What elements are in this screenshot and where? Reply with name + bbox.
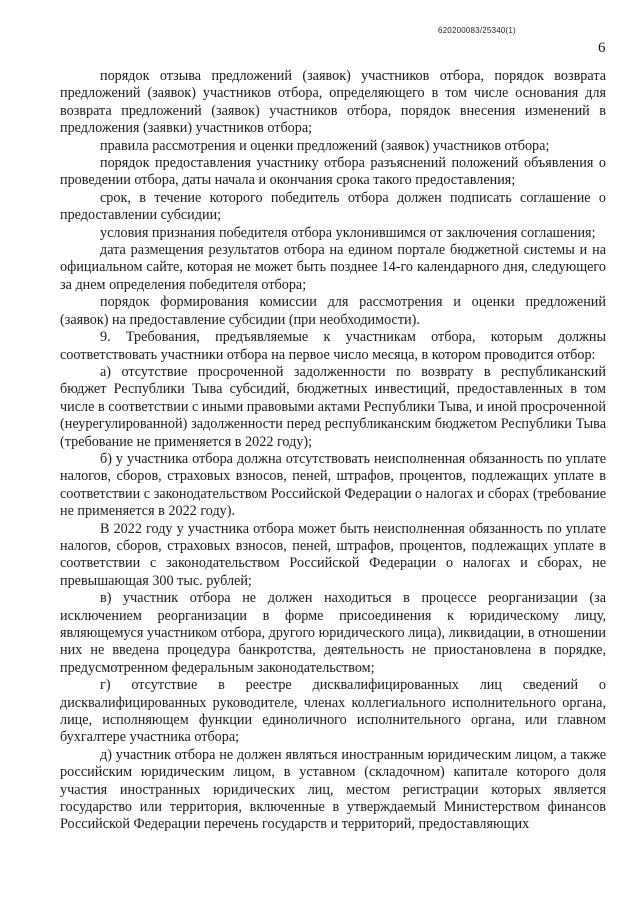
document-id: 620200083/25340(1) [438, 26, 516, 35]
page-number: 6 [598, 40, 606, 56]
paragraph: срок, в течение которого победитель отбора должен подписать соглашение о предоставлении субсидии; [60, 189, 606, 224]
paragraph: правила рассмотрения и оценки предложений (заявок) участников отбора; [100, 137, 550, 154]
paragraph: порядок формирования комиссии для рассмотрения и оценки предложений (заявок) на предоставление субсидии (при необходимости). [60, 294, 606, 328]
paragraph: порядок предоставления участнику отбора разъяснений положений объявления о проведении отбора, даты начала и окончания срока такого предоставления; [60, 155, 606, 189]
document-body [60, 68, 606, 834]
section-9-heading: 9. Требования, предъявляемые к участникам отбора, которым должны соответствовать участники отбора на первое число месяца, в котором проводится отбор: [60, 329, 606, 363]
requirement-a: а) отсутствие просроченной задолженности по возврату в республиканский бюджет Республики Тыва субсидий, бюджетных инвестиций, предоставленных в том числе в соответствии с иными правовыми актами Республики Тыва, и иной просроченной (неурегулированной) задолженности перед республиканским бюджетом Республики Тыва (требование не применяется в 2022 году); [60, 363, 606, 450]
paragraph: условия признания победителя отбора уклонившимся от заключения соглашения; [100, 224, 596, 241]
requirement-g: г) отсутствие в реестре дисквалифицированных лиц сведений о дисквалифицированных руководителе, членах коллегиального исполнительного органа, лице, исполняющем функции единоличного исполнительного органа, или главном бухгалтере участника отбора; [60, 677, 606, 746]
paragraph: В 2022 году у участника отбора может быть неисполненная обязанность по уплате налогов, сборов, страховых взносов, пеней, штрафов, процентов, подлежащих уплате в соответствии с законодательством Российской Федерации о налогах и сборах, не превышающая 300 тыс. рублей; [60, 520, 606, 589]
requirement-b: б) у участника отбора должна отсутствовать неисполненная обязанность по уплате налогов, сборов, страховых взносов, пеней, штрафов, процентов, подлежащих уплате в соответствии с законодательством Российской Федерации о налогах и сборах (требование не применяется в 2022 году). [60, 450, 606, 520]
requirement-d: д) участник отбора не должен являться иностранным юридическим лицом, а также российским юридическим лицом, в уставном (складочном) капитале которого доля участия иностранных юридических лиц, местом регистрации которых является государство или территория, включенные в утверждаемый Министерством финансов Российской Федерации перечень государств и территорий, предоставляющих [60, 746, 606, 833]
requirement-v: в) участник отбора не должен находиться в процессе реорганизации (за исключением реорганизации в форме присоединения к юридическому лицу, являющемуся участником отбора, другого юридического лица), ликвидации, в отношении них не введена процедура банкротства, деятельность не приостановлена в порядке, предусмотренном федеральным законодательством; [60, 590, 606, 676]
paragraph: порядок отзыва предложений (заявок) участников отбора, порядок возврата предложений (заявок) участников отбора, определяющего в том числе основания для возврата предложений (заявок) участников отбора, порядок внесения изменений в предложения (заявки) участников отбора; [60, 68, 606, 137]
paragraph: дата размещения результатов отбора на едином портале бюджетной системы и на официальном сайте, которая не может быть позднее 14-го календарного дня, следующего за днем определения победителя отбора; [60, 242, 606, 293]
